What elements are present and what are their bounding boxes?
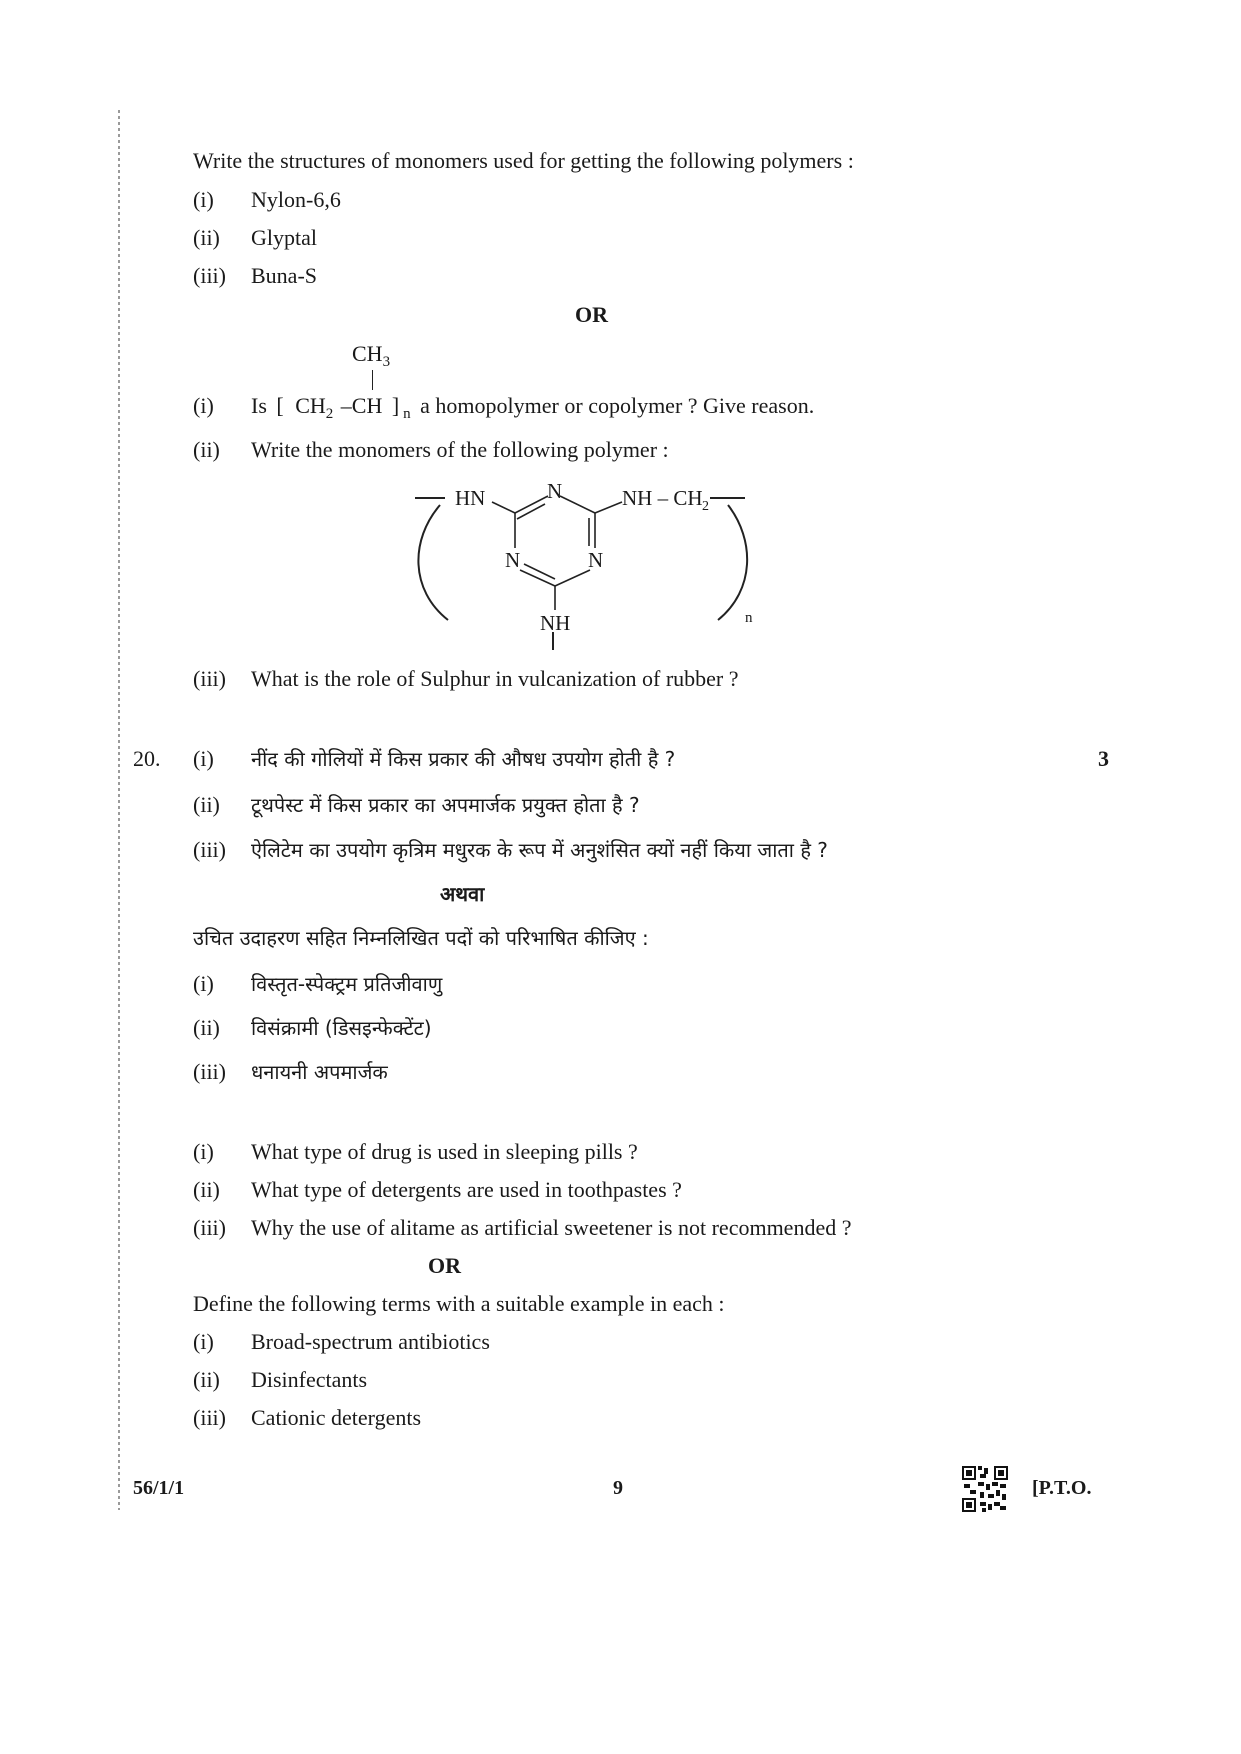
- ring-bond: [520, 570, 555, 586]
- item-number: (iii): [193, 1405, 226, 1430]
- item-text: What type of drug is used in sleeping pills ?: [251, 1139, 638, 1164]
- item-text: Why the use of alitame as artificial sweetener is not recommended ?: [251, 1215, 852, 1240]
- q20-english-define: Define the following terms with a suitable example in each :: [193, 1291, 725, 1316]
- item-number: (i): [193, 187, 214, 212]
- item-text: What type of detergents are used in toothpastes ?: [251, 1177, 682, 1202]
- item-text: Disinfectants: [251, 1367, 368, 1392]
- page-number: 9: [613, 1477, 623, 1499]
- ch-text: –CH: [340, 393, 383, 418]
- open-bracket: [: [276, 393, 284, 418]
- ring-bond: [595, 502, 622, 513]
- q20-marks: 3: [1098, 746, 1109, 771]
- methyl-subscript: 3: [382, 354, 391, 370]
- item-number: (i): [193, 971, 214, 996]
- ring-bond: [524, 564, 555, 579]
- item-number: (iii): [193, 263, 226, 288]
- item-number: (iii): [193, 666, 226, 691]
- q20-hindi-define: उचित उदाहरण सहित निम्नलिखित पदों को परिभाषित कीजिए :: [193, 926, 649, 950]
- q19-intro: Write the structures of monomers used for getting the following polymers :: [193, 148, 854, 173]
- item-text: विस्तृत-स्पेक्ट्रम प्रतिजीवाणु: [251, 972, 443, 996]
- item-number: (ii): [193, 1177, 220, 1202]
- item-text: नींद की गोलियों में किस प्रकार की औषध उपयोग होती है ?: [251, 747, 676, 771]
- item-text: Nylon-6,6: [251, 187, 341, 212]
- n-subscript: n: [403, 406, 411, 422]
- item-number: (ii): [193, 792, 220, 817]
- item-text: Glyptal: [251, 225, 317, 250]
- n-top-label: N: [547, 479, 563, 503]
- right-parenthesis: [718, 505, 747, 620]
- paper-code: 56/1/1: [133, 1477, 185, 1499]
- close-bracket: ]: [391, 393, 400, 418]
- item-number: (i): [193, 393, 214, 418]
- item-number: (i): [193, 1139, 214, 1164]
- methyl-text: CH: [352, 341, 383, 366]
- margin-rule: [118, 110, 120, 1510]
- item-number: (i): [193, 1329, 214, 1354]
- item-text: Broad-spectrum antibiotics: [251, 1329, 490, 1354]
- ring-bond: [560, 496, 595, 513]
- question-text: a homopolymer or copolymer ? Give reason.: [420, 393, 815, 418]
- nh-bottom-label: NH: [540, 611, 571, 635]
- ch2-text: CH: [295, 393, 326, 418]
- ring-bond: [517, 504, 545, 519]
- left-parenthesis: [418, 505, 448, 620]
- q20-english-or: OR: [428, 1253, 461, 1278]
- is-word: Is: [251, 393, 267, 418]
- item-text: Buna-S: [251, 263, 317, 288]
- item-number: (i): [193, 746, 214, 771]
- item-text: Write the monomers of the following polymer :: [251, 437, 669, 462]
- ring-bond: [492, 502, 515, 513]
- item-number: (ii): [193, 1367, 220, 1392]
- q20-hindi-or: अथवा: [440, 882, 485, 906]
- item-text: ऐलिटेम का उपयोग कृत्रिम मधुरक के रूप में अनुशंसित क्यों नहीं किया जाता है ?: [251, 838, 828, 862]
- item-number: (ii): [193, 437, 220, 462]
- item-text: What is the role of Sulphur in vulcanization of rubber ?: [251, 666, 739, 691]
- item-text: [251, 392, 814, 428]
- nh-ch2-label: NH – CH: [622, 486, 703, 510]
- item-text: Cationic detergents: [251, 1405, 422, 1430]
- item-text: धनायनी अपमार्जक: [251, 1060, 388, 1084]
- item-text: विसंक्रामी (डिसइन्फेक्टेंट): [251, 1016, 432, 1040]
- n-left-label: N: [505, 548, 521, 572]
- methyl-bond: [372, 370, 373, 390]
- qr-code-icon: [962, 1466, 1008, 1512]
- ring-bond: [555, 570, 590, 586]
- ch2-subscript: 2: [325, 406, 334, 422]
- hn-left-label: HN: [455, 486, 486, 510]
- melamine-polymer-structure: [400, 470, 780, 660]
- item-number: (ii): [193, 225, 220, 250]
- item-number: (iii): [193, 1059, 226, 1084]
- ch2-subscript-label: 2: [702, 499, 709, 514]
- item-text: टूथपेस्ट में किस प्रकार का अपमार्जक प्रयुक्त होता है ?: [251, 793, 640, 817]
- item-number: (ii): [193, 1015, 220, 1040]
- n-right-label: N: [588, 548, 604, 572]
- item-number: (iii): [193, 1215, 226, 1240]
- repeat-n-label: n: [745, 610, 753, 626]
- item-number: (iii): [193, 837, 226, 862]
- q19-or-label: OR: [575, 302, 608, 327]
- q20-number: 20.: [133, 746, 161, 771]
- pto-label: [P.T.O.: [1032, 1477, 1092, 1499]
